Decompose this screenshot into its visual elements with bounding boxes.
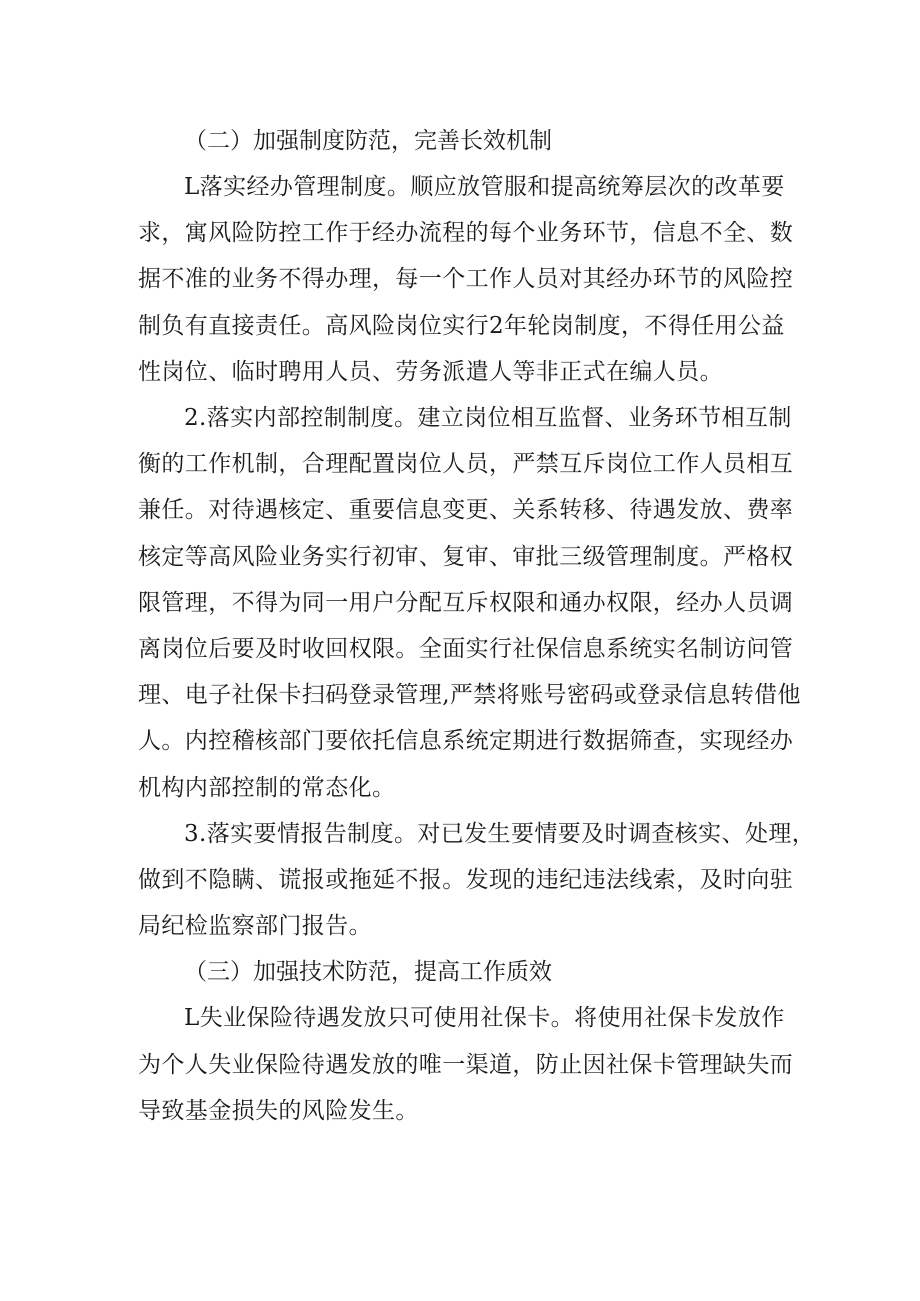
paragraph-line: 为个人失业保险待遇发放的唯一渠道，防止因社保卡管理缺失而 — [138, 1051, 794, 1078]
paragraph-line: 性岗位、临时聘用人员、劳务派遣人等非正式在编人员。 — [138, 358, 723, 385]
paragraph-line: 兼任。对待遇核定、重要信息变更、关系转移、待遇发放、费率 — [138, 497, 794, 524]
paragraph-line: 限管理，不得为同一用户分配互斥权限和通办权限，经办人员调 — [138, 589, 794, 616]
paragraph-item-4 — [138, 995, 798, 1134]
paragraph-item-3 — [138, 811, 816, 950]
paragraph-line: 衡的工作机制，合理配置岗位人员，严禁互斥岗位工作人员相互 — [138, 451, 794, 478]
paragraph-line: 2.落实内部控制制度。建立岗位相互监督、业务环节相互制 — [184, 405, 792, 432]
paragraph-line: 局纪检监察部门报告。 — [138, 913, 372, 940]
paragraph-line: L落实经办管理制度。顺应放管服和提高统筹层次的改革要 — [184, 174, 785, 200]
paragraph-item-2 — [138, 395, 801, 811]
paragraph-line: 导致基金损失的风险发生。 — [138, 1097, 419, 1124]
document-page — [138, 118, 816, 1134]
paragraph-line: 人。内控稽核部门要依托信息系统定期进行数据筛查，实现经办 — [138, 728, 794, 755]
paragraph-line: 理、电子社保卡扫码登录管理,严禁将账号密码或登录信息转借他 — [138, 682, 801, 709]
paragraph-line: 离岗位后要及时收回权限。全面实行社保信息系统实名制访问管 — [138, 636, 794, 663]
section-heading-3: （三）加强技术防范，提高工作质效 — [184, 959, 552, 986]
paragraph-line: 据不准的业务不得办理，每一个工作人员对其经办环节的风险控 — [138, 266, 794, 293]
paragraph-line: 制负有直接责任。高风险岗位实行2年轮岗制度，不得任用公益 — [138, 312, 785, 339]
paragraph-line: 做到不隐瞒、谎报或拖延不报。发现的违纪违法线索，及时向驻 — [138, 867, 794, 894]
section-heading-2: （二）加强制度防范，完善长效机制 — [184, 128, 552, 154]
paragraph-line: 3.落实要情报告制度。对已发生要情要及时调查核实、处理， — [184, 820, 816, 847]
paragraph-item-1 — [138, 164, 798, 395]
paragraph-line: 机构内部控制的常态化。 — [138, 774, 396, 801]
paragraph-line: L失业保险待遇发放只可使用社保卡。将使用社保卡发放作 — [184, 1005, 785, 1032]
paragraph-line: 求，寓风险防控工作于经办流程的每个业务环节，信息不全、数 — [138, 220, 794, 247]
paragraph-line: 核定等高风险业务实行初审、复审、审批三级管理制度。严格权 — [138, 543, 794, 570]
